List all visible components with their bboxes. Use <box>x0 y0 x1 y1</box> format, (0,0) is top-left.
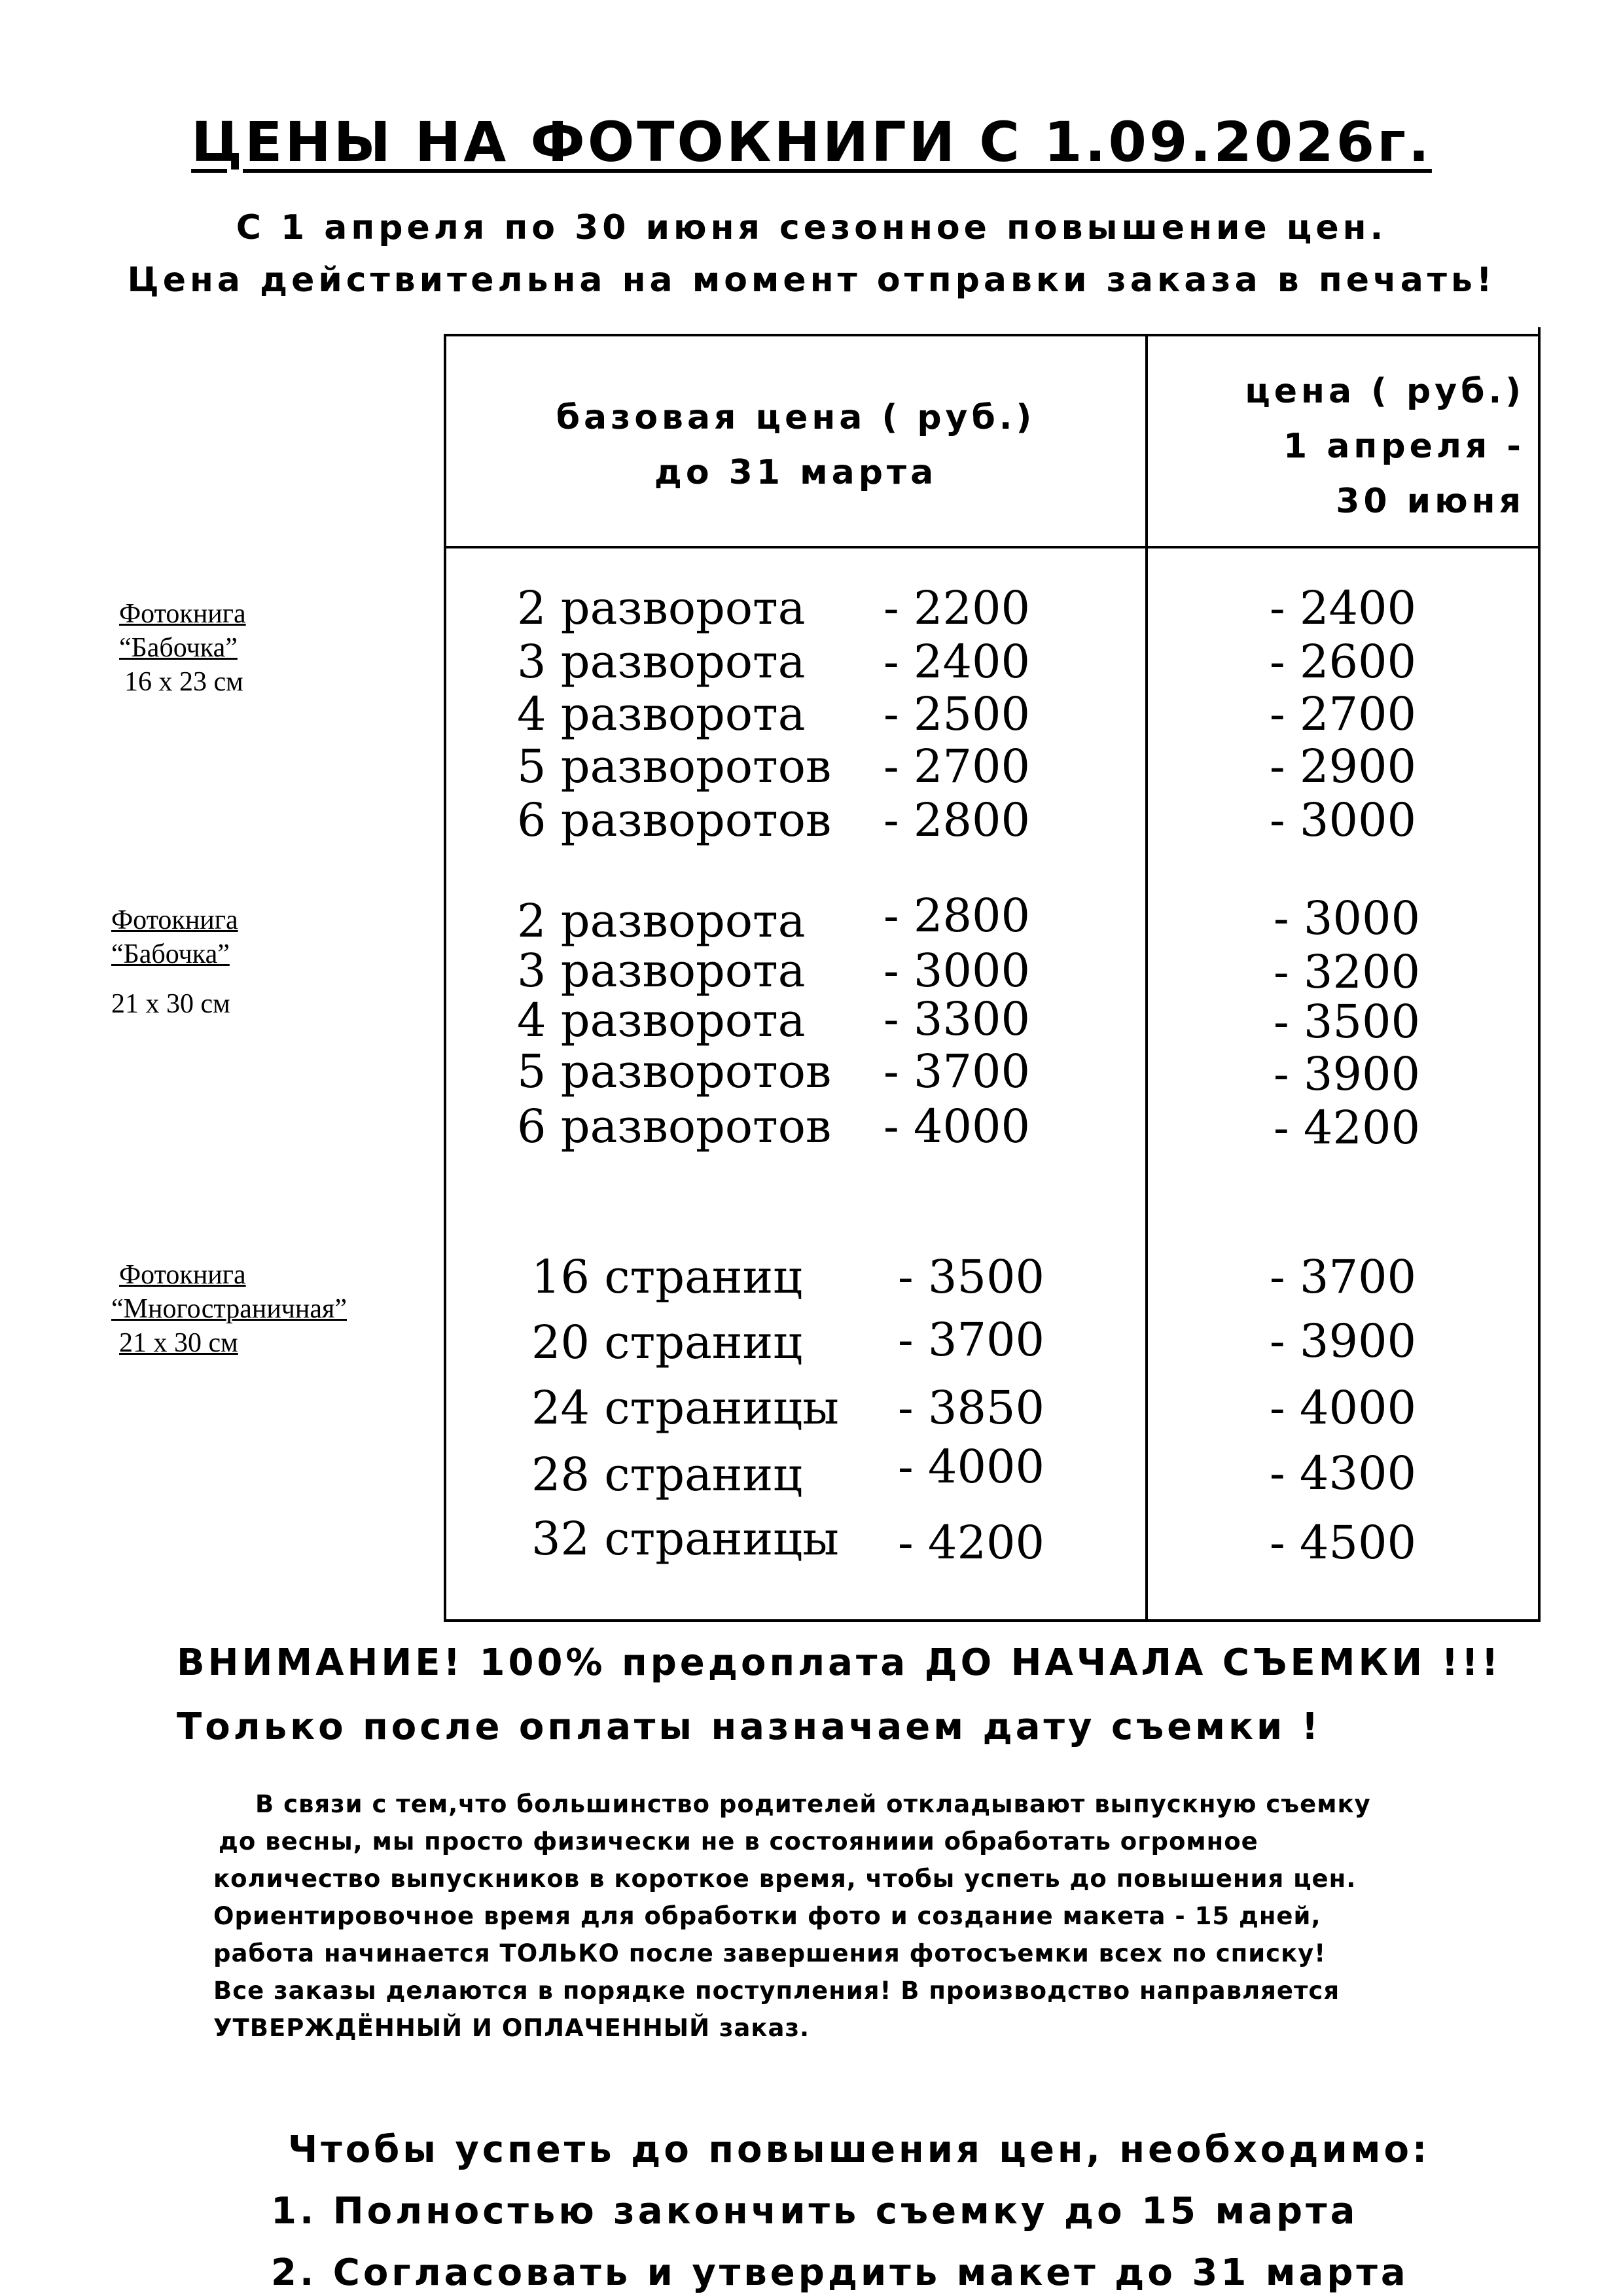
group-label-model: “Многостраничная” <box>111 1294 347 1324</box>
table-row-item: 3 разворота <box>517 635 806 689</box>
table-row-season: - 3000 <box>1270 793 1417 847</box>
table-row-base: - 2200 <box>883 581 1031 635</box>
table-row-season: - 2400 <box>1270 581 1417 635</box>
header-season-line-3: 30 июня <box>1336 482 1525 521</box>
header-base-line-1: базовая цена ( руб.) <box>556 398 1036 437</box>
table-row-base: - 2500 <box>883 687 1031 741</box>
table-row-item: 28 страниц <box>531 1448 803 1501</box>
group-label-butterfly-small <box>119 597 246 699</box>
deadline-item-2: 2. Согласовать и утвердить макет до 31 марта <box>271 2251 1409 2294</box>
table-row-base: - 3850 <box>898 1381 1045 1435</box>
group-label-butterfly-large <box>111 903 238 1021</box>
table-top-border <box>444 334 1541 336</box>
table-row-item: 32 страницы <box>531 1512 839 1566</box>
table-row-season: - 2600 <box>1270 635 1417 689</box>
table-row-season: - 3700 <box>1270 1250 1417 1304</box>
header-season-line-1: цена ( руб.) <box>1245 372 1525 411</box>
table-row-base: - 4000 <box>898 1440 1045 1494</box>
table-row-base: - 4000 <box>883 1100 1031 1153</box>
note-line: В связи с тем,что большинство родителей откладывают выпускную съемку <box>255 1790 1371 1818</box>
table-row-season: - 4500 <box>1270 1516 1417 1570</box>
table-row-season: - 4300 <box>1270 1446 1417 1500</box>
table-row-base: - 4200 <box>898 1516 1045 1570</box>
header-season-price <box>1171 364 1525 529</box>
deadline-item-1: 1. Полностью закончить съемку до 15 марта <box>271 2190 1359 2233</box>
page-title <box>0 110 1623 174</box>
table-row-season: - 2900 <box>1270 740 1417 793</box>
table-row-season: - 3200 <box>1274 945 1421 999</box>
table-row-item: 20 страниц <box>531 1316 803 1369</box>
table-row-item: 4 разворота <box>517 687 806 741</box>
note-paragraph <box>213 1785 1371 2047</box>
note-line: Все заказы делаются в порядке поступления! В производство направляется <box>213 1977 1340 2005</box>
header-base-price <box>446 390 1145 500</box>
table-middle-border <box>1145 334 1148 1622</box>
note-line: количество выпускников в короткое время, чтобы успеть до повышения цен. <box>213 1865 1357 1893</box>
table-row-item: 16 страниц <box>531 1250 803 1304</box>
table-row-base: - 2800 <box>883 793 1031 847</box>
table-row-base: - 3500 <box>898 1250 1045 1304</box>
group-label-name: Фотокнига <box>119 599 246 629</box>
table-row-item: 4 разворота <box>517 994 806 1047</box>
group-label-model: “Бабочка” <box>119 633 238 663</box>
header-season-line-2: 1 апреля - <box>1283 427 1525 466</box>
table-row-season: - 2700 <box>1270 687 1417 741</box>
table-header-divider <box>444 546 1541 548</box>
group-label-size: 16 х 23 см <box>124 667 243 697</box>
table-row-base: - 3000 <box>883 944 1031 997</box>
table-row-base: - 3700 <box>883 1045 1031 1098</box>
table-row-item: 6 разворотов <box>517 1100 832 1153</box>
note-line: Ориентировочное время для обработки фото и создание макета - 15 дней, <box>213 1902 1321 1930</box>
note-line: УТВЕРЖДЁННЫЙ И ОПЛАЧЕННЫЙ заказ. <box>213 2014 810 2042</box>
page-title-text: ЦЕНЫ НА ФОТОКНИГИ С 1.09.2026г. <box>191 110 1432 174</box>
group-label-name: Фотокнига <box>119 1260 246 1290</box>
subtitle-line-1: С 1 апреля по 30 июня сезонное повышение цен. <box>236 208 1387 247</box>
warning-prepayment: ВНИМАНИЕ! 100% предоплата ДО НАЧАЛА СЪЕМКИ !!! <box>177 1641 1502 1684</box>
note-line: до весны, мы просто физически не в состояниии обработать огромное <box>219 1827 1258 1856</box>
table-row-season: - 3000 <box>1274 891 1421 945</box>
table-left-border <box>444 334 446 1622</box>
group-label-name: Фотокнига <box>111 905 238 935</box>
table-row-item: 5 разворотов <box>517 1045 832 1098</box>
group-label-model: “Бабочка” <box>111 939 230 969</box>
group-label-size: 21 х 30 см <box>119 1328 238 1358</box>
table-row-base: - 2700 <box>883 740 1031 793</box>
deadline-heading: Чтобы успеть до повышения цен, необходимо: <box>288 2128 1431 2171</box>
table-row-item: 5 разворотов <box>517 740 832 793</box>
table-row-base: - 3700 <box>898 1313 1045 1367</box>
table-right-border <box>1538 327 1541 1622</box>
table-row-item: 2 разворота <box>517 581 806 635</box>
warning-date: Только после оплаты назначаем дату съемки ! <box>177 1706 1322 1748</box>
table-row-base: - 3300 <box>883 992 1031 1046</box>
table-row-item: 6 разворотов <box>517 793 832 847</box>
group-label-size: 21 х 30 см <box>111 989 230 1019</box>
table-row-season: - 3500 <box>1274 995 1421 1049</box>
table-row-item: 3 разворота <box>517 944 806 997</box>
table-row-season: - 3900 <box>1270 1314 1417 1368</box>
group-label-multipage <box>111 1258 347 1360</box>
table-row-base: - 2800 <box>883 889 1031 942</box>
table-row-item: 2 разворота <box>517 894 806 948</box>
table-row-item: 24 страницы <box>531 1381 839 1435</box>
table-row-season: - 4000 <box>1270 1381 1417 1435</box>
table-row-season: - 4200 <box>1274 1101 1421 1155</box>
table-row-season: - 3900 <box>1274 1047 1421 1101</box>
subtitle-line-2: Цена действительна на момент отправки заказа в печать! <box>127 260 1496 300</box>
note-line: работа начинается ТОЛЬКО после завершения фотосъемки всех по списку! <box>213 1939 1327 1967</box>
header-base-line-2: до 31 марта <box>654 453 938 492</box>
table-row-base: - 2400 <box>883 635 1031 689</box>
table-bottom-border <box>444 1619 1541 1622</box>
